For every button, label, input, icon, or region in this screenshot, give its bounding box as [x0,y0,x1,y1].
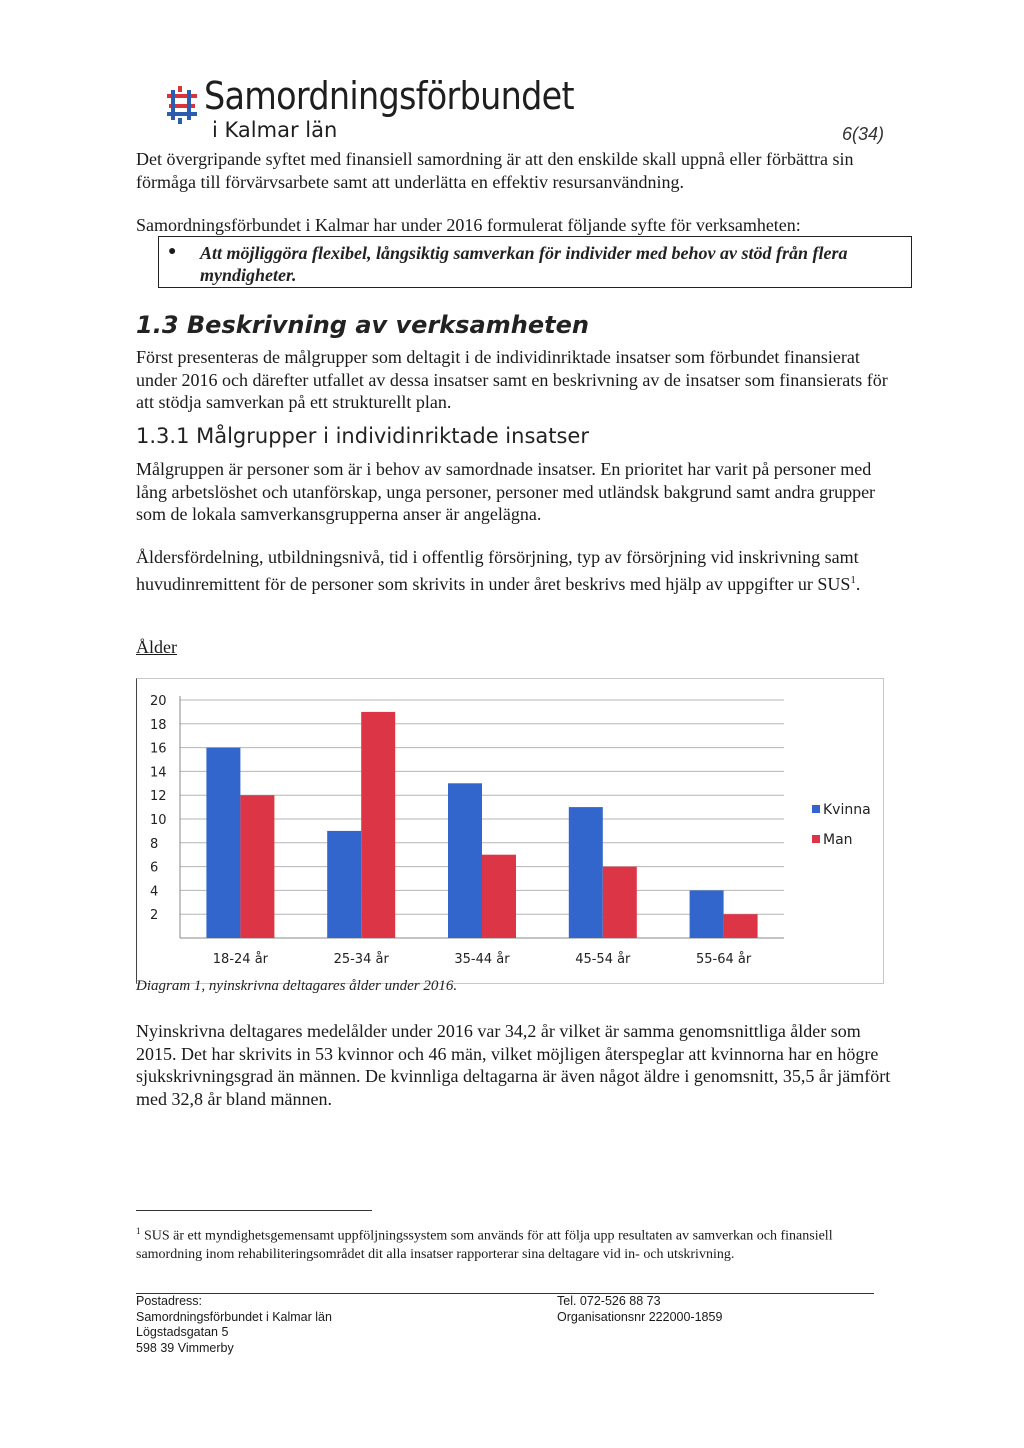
footnote-number: 1 [136,1226,141,1236]
y-tick-label: 8 [150,836,159,852]
intro-paragraph: Det övergripande syftet med finansiell samordning är att den enskilde skall uppnå eller förbättra sin förmåga till förvärvsarbete samt att underlätta en effektiv resursanvändning. [136,149,854,192]
legend-label-man: Man [823,832,853,848]
data-source-text: Åldersfördelning, utbildningsnivå, tid i offentlig försörjning, typ av försörjning vid inskrivning samt huvudinremittent för de personer som skrivits in under året beskrivs med hjälp av uppgifter ur SUS [136,547,859,594]
footer-address [136,1294,332,1356]
age-chart [136,678,884,984]
y-tick-label: 12 [150,789,167,805]
bar-kvinna-5 [690,890,724,938]
footnote-text: SUS är ett myndighetsgemensamt uppföljningssystem som används för att följa upp resultaten av samverkan och finansiell samordning inom rehabiliteringsområdet dit alla insatser rapporterar sina deltagare vid in- och utskrivning. [136,1228,833,1262]
target-group-paragraph: Målgruppen är personer som är i behov av samordnade insatser. En prioritet har varit på personer med lång arbetslöshet och utanförskap, unga personer, personer med utländsk bakgrund samt andra grupper som de lokala samverkansgrupperna anser är angelägna. [136,459,876,524]
bullet-icon: ● [168,244,177,259]
legend-label-kvinna: Kvinna [823,802,871,818]
y-tick-label: 16 [150,741,167,757]
section-heading: 1.3 Beskrivning av verksamheten [136,311,589,339]
purpose-statement: Att möjliggöra flexibel, långsiktig samverkan för individer med behov av stöd från flera myndigheter. [200,243,848,285]
age-heading: Ålder [136,637,177,657]
subsection-heading: 1.3.1 Målgrupper i individinriktade insatser [136,424,589,448]
bar-man-1 [240,795,274,938]
legend-swatch-kvinna [812,805,820,813]
footnote [136,1222,896,1264]
bar-man-2 [361,712,395,938]
bar-kvinna-3 [448,783,482,938]
footnote-divider [136,1210,372,1211]
footer-city: 598 39 Vimmerby [136,1340,234,1355]
age-summary-paragraph: Nyinskrivna deltagares medelålder under 2016 var 34,2 år vilket är samma genomsnittliga ålder som 2015. Det har skrivits in 53 kvinnor och 46 män, vilket möjligen återspeglar att kvinnorna har en högre sjukskrivningsgrad än männen. De kvinnliga deltagarna är även något äldre i genomsnitt, 35,5 år jämfört med 32,8 år bland männen. [136,1021,891,1109]
footer-org-number: Organisationsnr 222000-1859 [557,1309,723,1324]
bar-man-3 [482,855,516,938]
x-tick-label: 25-34 år [333,952,389,967]
bar-kvinna-2 [327,831,361,938]
logo-icon [163,84,201,128]
x-tick-label: 18-24 år [212,952,269,967]
y-tick-label: 4 [150,884,159,900]
footer-street: Lögstadsgatan 5 [136,1325,229,1339]
data-source-end: . [855,573,861,594]
data-source-paragraph [136,546,896,595]
page-number: 6(34) [842,124,885,144]
legend-swatch-man [812,835,820,843]
y-tick-label: 10 [150,813,167,828]
bar-kvinna-1 [206,748,240,938]
bar-man-4 [603,867,637,938]
footer-postal-label: Postadress: [136,1294,203,1308]
y-tick-label: 14 [150,765,167,781]
y-tick-label: 6 [150,860,159,876]
bar-kvinna-4 [569,807,603,938]
x-tick-label: 35-44 år [454,952,510,967]
footer-contact [557,1294,722,1325]
footer-phone: Tel. 072-526 88 73 [557,1294,661,1308]
chart-caption: Diagram 1, nyinskrivna deltagares ålder under 2016. [136,978,458,994]
purpose-lead: Samordningsförbundet i Kalmar har under 2016 formulerat följande syfte för verksamheten: [136,215,801,235]
bar-man-5 [724,914,758,938]
org-name: Samordningsförbundet [204,74,574,118]
y-tick-label: 20 [150,694,167,709]
section-paragraph: Först presenteras de målgrupper som deltagit i de individinriktade insatser som förbundet finansierat under 2016 och därefter utfallet av dessa insatser samt en beskrivning av de insatser som finansierats för att stödja samverkan på ett strukturellt plan. [136,347,888,412]
org-subtitle: i Kalmar län [212,118,338,142]
footnote-ref[interactable]: 1 [850,573,856,586]
y-tick-label: 2 [150,908,159,924]
x-tick-label: 45-54 år [575,952,631,967]
x-tick-label: 55-64 år [695,952,752,967]
footer-org: Samordningsförbundet i Kalmar län [136,1309,332,1324]
y-tick-label: 18 [150,717,167,733]
